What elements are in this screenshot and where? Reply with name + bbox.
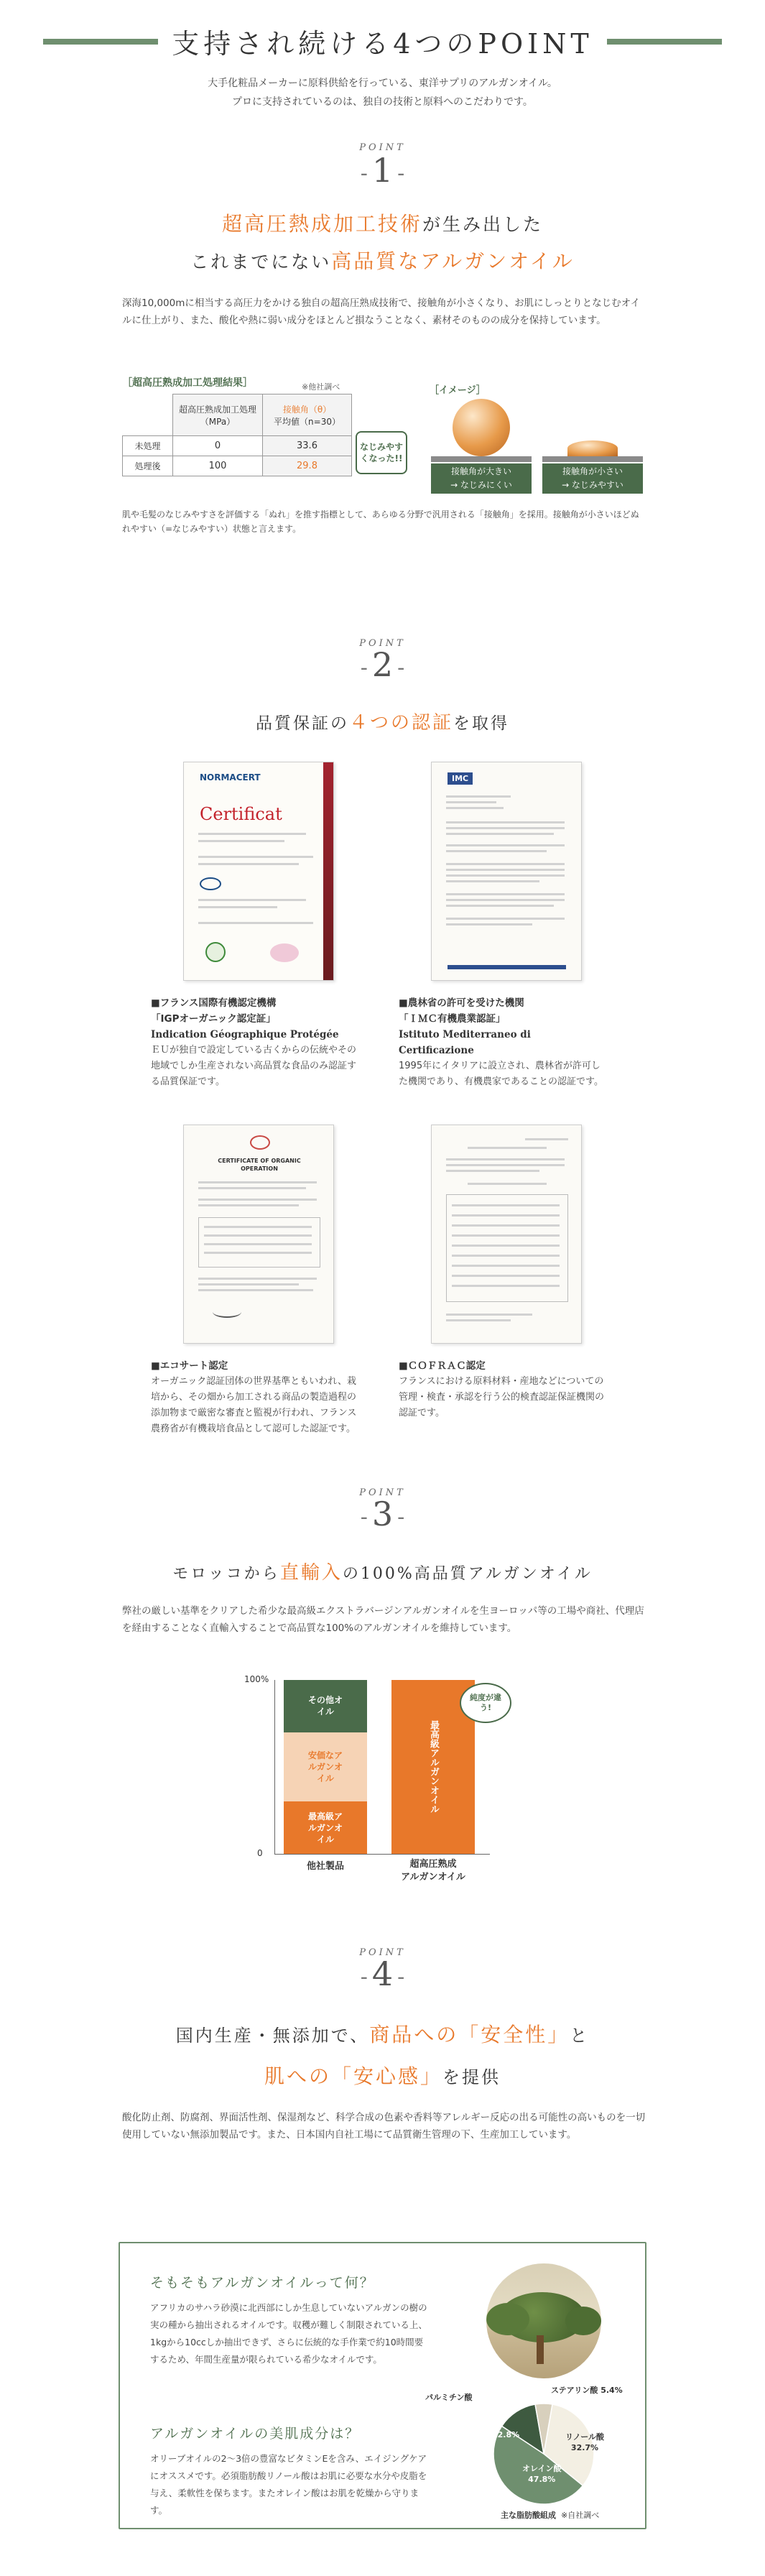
bar-segment-0-0: 最高級アルガンオイル	[284, 1801, 367, 1854]
droplet-illustration-small	[542, 399, 643, 462]
cert4-caption: ■ＣＯＦＲＡＣ認定 フランスにおける原料材料・産地などについての管理・検査・承認を行う公的検査認証保証機関の認証です。	[399, 1360, 605, 1418]
y-axis	[274, 1680, 275, 1854]
point3-description: 弊社の厳しい基準をクリアした希少な最高級エクストラバージンアルガンオイルを生ヨーロッパ等の工場や商社、代理店を経由することなく直輸入することで高品質な100%のアルガンオイルを維持しています。	[122, 1605, 644, 1634]
argan-tree-photo	[486, 2263, 601, 2378]
point2-label: POINT	[359, 638, 406, 649]
point1-heading-2: これまでにない高品質なアルガンオイル	[190, 249, 575, 273]
pie-label-palmitic-value: 12.8%	[492, 2430, 520, 2439]
table-row: 処理後 100 29.8	[123, 456, 352, 476]
header-subtitle-2: プロに支持されているのは、独自の技術と原料へのこだわりです。	[232, 96, 533, 108]
point4-label: POINT	[359, 1947, 406, 1958]
point1-description: 深海10,000mに相当する高圧力をかける独自の超高圧熟成技術で、接触角が小さくなり、お肌にしっとりとなじむオイルに仕上がり、また、酸化や熱に弱い成分をほとんど損なうことなく、素材そのものの成分を保持しています。	[122, 297, 640, 326]
result-table-note: ※他社調べ	[302, 382, 340, 392]
result-table	[122, 394, 352, 476]
y-tick-100: 100%	[244, 1674, 269, 1684]
point4-heading-1: 国内生産・無添加で、商品への「安全性」と	[175, 2023, 590, 2046]
pie-label-palmitic: パルミチン酸	[425, 2393, 473, 2402]
certificate-image-imc: IMC	[431, 762, 582, 981]
image-label: ［イメージ］	[430, 385, 486, 396]
droplet-label-small: 接触角が小さい → なじみやすい	[542, 463, 643, 494]
point4-number: - 4 -	[360, 1954, 405, 1993]
point1-heading-1: 超高圧熱成加工技術が生み出した	[221, 212, 544, 236]
argan-info-panel	[119, 2242, 646, 2529]
droplet-illustration-large	[431, 399, 532, 462]
point1-footnote: 肌や毛髪のなじみやすさを評価する「ぬれ」を推す指標として、あらゆる分野で汎用される「接触角」を採用。接触角が小さいほどぬれやすい（=なじみやすい）状態と言えます。	[122, 509, 639, 534]
point2-number: - 2 -	[360, 645, 405, 684]
table-row: 未処理 0 33.6	[123, 436, 352, 456]
bar-segment-0-2: その他オイル	[284, 1680, 367, 1732]
pie-footer: 主な脂肪酸組成 ※自社調べ	[501, 2511, 600, 2520]
panel-question-2: アルガンオイルの美肌成分は？	[150, 2426, 361, 2442]
panel-answer-2: オリーブオイルの2〜3倍の豊富なビタミンEを含み、エイジングケアにオススメです。必須脂肪酸リノール酸はお肌に必要な水分や皮脂を与え、柔軟性を保ちます。またオレイン酸はお肌を乾燥から守ります。	[150, 2453, 427, 2516]
point4-heading-2: 肌への「安心感」を提供	[264, 2064, 501, 2088]
panel-question-1: そもそもアルガンオイルって何？	[150, 2275, 375, 2291]
x-axis	[274, 1854, 490, 1855]
page-title: 支持され続ける4つのPOINT	[172, 28, 593, 60]
callout-purity: 純度が違う!	[460, 1683, 511, 1723]
droplet-label-large: 接触角が大きい → なじみにくい	[431, 463, 532, 494]
col-header-angle: 接触角（θ） 平均値（n=30）	[263, 394, 352, 436]
result-table-title: ［超高圧熟成加工処理結果］	[122, 377, 253, 389]
point2-heading: 品質保証の４つの認証を取得	[255, 712, 509, 734]
callout-bubble: なじみやすくなった!!	[356, 431, 407, 474]
pie-label-oleic: オレイン酸 47.8%	[522, 2464, 562, 2484]
x-tick-label-ours: 超高圧熟成 アルガンオイル	[401, 1859, 465, 1883]
x-tick-label-other: 他社製品	[306, 1861, 344, 1872]
header-subtitle-1: 大手化粧品メーカーに原料供給を行っている、東洋サプリのアルガンオイル。	[208, 78, 557, 89]
bar-segment-1-0: 最高級アルガンオイル	[391, 1680, 475, 1854]
certificate-image-normacert: NORMACERT Certificat	[183, 762, 334, 981]
certificate-image-cofrac	[431, 1125, 582, 1344]
point3-heading: モロッコから直輸入の100%高品質アルガンオイル	[172, 1562, 593, 1584]
point1-number: - 1 -	[360, 151, 405, 190]
pie-label-stearic: ステアリン酸 5.4%	[551, 2386, 623, 2395]
point4-description: 酸化防止剤、防腐剤、界面活性剤、保湿剤など、科学合成の色素や香料等アレルギー反応の出る可能性の高いものを一切使用していない無添加製品です。また、日本国内自社工場にて品質衛生管理の下、生産加工しています。	[122, 2112, 646, 2141]
cert2-caption: ■農林省の許可を受けた機関 「ＩＭＣ有機農業認証」 Istituto Mediterraneo di Certificazione 1995年にイタリアに設立され、農林省が許可した機関であり、有機農家であることの認証です。	[399, 997, 603, 1087]
point3-number: - 3 -	[360, 1495, 405, 1533]
col-header-pressure: 超高圧熟成加工処理（MPa）	[173, 394, 263, 436]
cert1-caption: ■フランス国際有機認定機構 「IGPオーガニック認定証」 Indication Géographique Protégée ＥＵが独自で設定している古くからの伝統やその地域でしか生産されない高品質な食品のみ認証する品質保証です。	[151, 997, 357, 1087]
point3-label: POINT	[359, 1487, 406, 1498]
cert3-caption: ■エコサート認定 オーガニック認証団体の世界基準ともいわれ、栽培から、その畑から加工される商品の製造過程の添加物まで厳密な審査と監視が行われ、フランス農務省が有機栽培食品として認可した認証です。	[151, 1360, 357, 1434]
pie-label-linoleic: リノール酸 32.7%	[565, 2432, 605, 2452]
purity-chart	[237, 1667, 539, 1890]
certificate-image-ecocert: CERTIFICATE OF ORGANIC OPERATION	[183, 1125, 334, 1344]
y-tick-0: 0	[257, 1848, 263, 1858]
point1-label: POINT	[359, 142, 406, 153]
panel-answer-1: アフリカのサハラ砂漠に北西部にしか生息していないアルガンの樹の実の種から抽出されるオイルです。収穫が難しく制限されている上、1kgから10ccしか抽出できず、さらに伝統的な手作業で約10時間要するため、年間生産量が限られている希少なオイルです。	[150, 2302, 427, 2365]
bar-segment-0-1: 安価なアルガンオイル	[284, 1732, 367, 1802]
